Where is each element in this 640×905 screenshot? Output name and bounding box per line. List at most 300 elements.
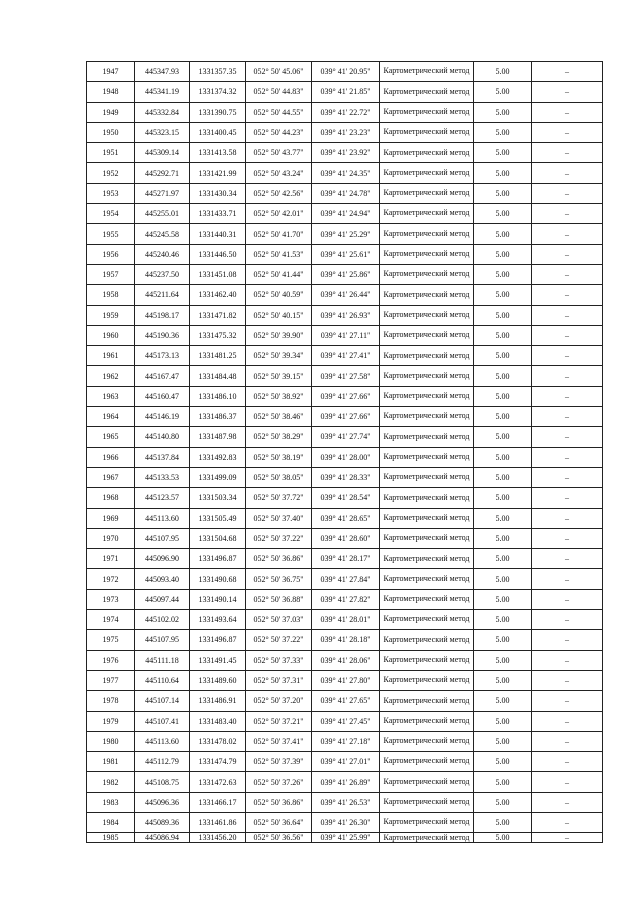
accuracy-cell: 5.00: [474, 122, 532, 142]
method-cell: Картометрический метод: [380, 264, 474, 284]
y-coordinate-cell: 1331487.98: [190, 427, 246, 447]
accuracy-cell: 5.00: [474, 569, 532, 589]
method-cell: Картометрический метод: [380, 305, 474, 325]
y-coordinate-cell: 1331461.86: [190, 812, 246, 832]
x-coordinate-cell: 445096.90: [135, 549, 190, 569]
table-row: [87, 325, 603, 345]
latitude-cell: 052° 50' 36.88": [246, 589, 312, 609]
table-row: [87, 549, 603, 569]
point-number-cell: 1979: [87, 711, 135, 731]
accuracy-cell: 5.00: [474, 285, 532, 305]
point-number-cell: 1956: [87, 244, 135, 264]
point-number-cell: 1982: [87, 772, 135, 792]
note-cell: –: [532, 102, 603, 122]
table-row: [87, 183, 603, 203]
accuracy-cell: 5.00: [474, 407, 532, 427]
note-cell: –: [532, 122, 603, 142]
accuracy-cell: 5.00: [474, 244, 532, 264]
point-number-cell: 1968: [87, 488, 135, 508]
point-number-cell: 1954: [87, 204, 135, 224]
point-number-cell: 1981: [87, 752, 135, 772]
note-cell: –: [532, 183, 603, 203]
latitude-cell: 052° 50' 37.39": [246, 752, 312, 772]
table-row: [87, 264, 603, 284]
point-number-cell: 1966: [87, 447, 135, 467]
x-coordinate-cell: 445190.36: [135, 325, 190, 345]
accuracy-cell: 5.00: [474, 731, 532, 751]
y-coordinate-cell: 1331503.34: [190, 488, 246, 508]
accuracy-cell: 5.00: [474, 82, 532, 102]
table-row: [87, 731, 603, 751]
point-number-cell: 1980: [87, 731, 135, 751]
longitude-cell: 039° 41' 26.89": [312, 772, 380, 792]
longitude-cell: 039° 41' 27.65": [312, 691, 380, 711]
latitude-cell: 052° 50' 37.22": [246, 528, 312, 548]
point-number-cell: 1948: [87, 82, 135, 102]
y-coordinate-cell: 1331490.68: [190, 569, 246, 589]
note-cell: –: [532, 224, 603, 244]
latitude-cell: 052° 50' 36.75": [246, 569, 312, 589]
x-coordinate-cell: 445123.57: [135, 488, 190, 508]
accuracy-cell: 5.00: [474, 163, 532, 183]
note-cell: –: [532, 711, 603, 731]
x-coordinate-cell: 445211.64: [135, 285, 190, 305]
x-coordinate-cell: 445107.95: [135, 528, 190, 548]
table-row: [87, 792, 603, 812]
longitude-cell: 039° 41' 26.93": [312, 305, 380, 325]
table-row: [87, 569, 603, 589]
point-number-cell: 1959: [87, 305, 135, 325]
note-cell: –: [532, 528, 603, 548]
note-cell: –: [532, 346, 603, 366]
note-cell: –: [532, 488, 603, 508]
longitude-cell: 039° 41' 28.65": [312, 508, 380, 528]
accuracy-cell: 5.00: [474, 467, 532, 487]
x-coordinate-cell: 445110.64: [135, 670, 190, 690]
method-cell: Картометрический метод: [380, 407, 474, 427]
x-coordinate-cell: 445102.02: [135, 610, 190, 630]
x-coordinate-cell: 445096.36: [135, 792, 190, 812]
x-coordinate-cell: 445146.19: [135, 407, 190, 427]
y-coordinate-cell: 1331433.71: [190, 204, 246, 224]
latitude-cell: 052° 50' 40.15": [246, 305, 312, 325]
x-coordinate-cell: 445112.79: [135, 752, 190, 772]
point-number-cell: 1958: [87, 285, 135, 305]
point-number-cell: 1970: [87, 528, 135, 548]
y-coordinate-cell: 1331456.20: [190, 833, 246, 843]
note-cell: –: [532, 447, 603, 467]
table-row: [87, 305, 603, 325]
table-row: [87, 102, 603, 122]
method-cell: Картометрический метод: [380, 366, 474, 386]
longitude-cell: 039° 41' 24.35": [312, 163, 380, 183]
x-coordinate-cell: 445111.18: [135, 650, 190, 670]
longitude-cell: 039° 41' 26.44": [312, 285, 380, 305]
point-number-cell: 1955: [87, 224, 135, 244]
note-cell: –: [532, 407, 603, 427]
method-cell: Картометрический метод: [380, 285, 474, 305]
method-cell: Картометрический метод: [380, 386, 474, 406]
y-coordinate-cell: 1331496.87: [190, 549, 246, 569]
accuracy-cell: 5.00: [474, 102, 532, 122]
point-number-cell: 1957: [87, 264, 135, 284]
y-coordinate-cell: 1331475.32: [190, 325, 246, 345]
x-coordinate-cell: 445113.60: [135, 508, 190, 528]
method-cell: Картометрический метод: [380, 224, 474, 244]
x-coordinate-cell: 445309.14: [135, 143, 190, 163]
table-row: [87, 650, 603, 670]
longitude-cell: 039° 41' 27.80": [312, 670, 380, 690]
note-cell: –: [532, 366, 603, 386]
note-cell: –: [532, 589, 603, 609]
point-number-cell: 1985: [87, 833, 135, 843]
note-cell: –: [532, 670, 603, 690]
accuracy-cell: 5.00: [474, 833, 532, 843]
table-row: [87, 610, 603, 630]
latitude-cell: 052° 50' 37.20": [246, 691, 312, 711]
method-cell: Картометрический метод: [380, 549, 474, 569]
y-coordinate-cell: 1331491.45: [190, 650, 246, 670]
x-coordinate-cell: 445093.40: [135, 569, 190, 589]
accuracy-cell: 5.00: [474, 366, 532, 386]
point-number-cell: 1976: [87, 650, 135, 670]
latitude-cell: 052° 50' 44.55": [246, 102, 312, 122]
method-cell: Картометрический метод: [380, 325, 474, 345]
y-coordinate-cell: 1331483.40: [190, 711, 246, 731]
latitude-cell: 052° 50' 41.70": [246, 224, 312, 244]
note-cell: –: [532, 792, 603, 812]
x-coordinate-cell: 445086.94: [135, 833, 190, 843]
accuracy-cell: 5.00: [474, 346, 532, 366]
note-cell: –: [532, 143, 603, 163]
table-row: [87, 224, 603, 244]
method-cell: Картометрический метод: [380, 711, 474, 731]
method-cell: Картометрический метод: [380, 508, 474, 528]
latitude-cell: 052° 50' 36.86": [246, 549, 312, 569]
point-number-cell: 1972: [87, 569, 135, 589]
point-number-cell: 1949: [87, 102, 135, 122]
table-row: [87, 204, 603, 224]
method-cell: Картометрический метод: [380, 82, 474, 102]
method-cell: Картометрический метод: [380, 792, 474, 812]
note-cell: –: [532, 549, 603, 569]
latitude-cell: 052° 50' 36.56": [246, 833, 312, 843]
longitude-cell: 039° 41' 27.66": [312, 386, 380, 406]
accuracy-cell: 5.00: [474, 711, 532, 731]
latitude-cell: 052° 50' 42.01": [246, 204, 312, 224]
method-cell: Картометрический метод: [380, 488, 474, 508]
accuracy-cell: 5.00: [474, 670, 532, 690]
x-coordinate-cell: 445198.17: [135, 305, 190, 325]
method-cell: Картометрический метод: [380, 610, 474, 630]
y-coordinate-cell: 1331486.37: [190, 407, 246, 427]
table-row: [87, 691, 603, 711]
accuracy-cell: 5.00: [474, 589, 532, 609]
method-cell: Картометрический метод: [380, 752, 474, 772]
note-cell: –: [532, 325, 603, 345]
note-cell: –: [532, 812, 603, 832]
longitude-cell: 039° 41' 28.60": [312, 528, 380, 548]
point-number-cell: 1969: [87, 508, 135, 528]
method-cell: Картометрический метод: [380, 650, 474, 670]
longitude-cell: 039° 41' 27.58": [312, 366, 380, 386]
accuracy-cell: 5.00: [474, 812, 532, 832]
accuracy-cell: 5.00: [474, 386, 532, 406]
longitude-cell: 039° 41' 23.23": [312, 122, 380, 142]
longitude-cell: 039° 41' 27.66": [312, 407, 380, 427]
method-cell: Картометрический метод: [380, 183, 474, 203]
method-cell: Картометрический метод: [380, 122, 474, 142]
y-coordinate-cell: 1331478.02: [190, 731, 246, 751]
y-coordinate-cell: 1331474.79: [190, 752, 246, 772]
longitude-cell: 039° 41' 25.61": [312, 244, 380, 264]
table-row: [87, 447, 603, 467]
longitude-cell: 039° 41' 25.29": [312, 224, 380, 244]
table-row: [87, 467, 603, 487]
accuracy-cell: 5.00: [474, 305, 532, 325]
y-coordinate-cell: 1331486.10: [190, 386, 246, 406]
x-coordinate-cell: 445107.14: [135, 691, 190, 711]
y-coordinate-cell: 1331504.68: [190, 528, 246, 548]
note-cell: –: [532, 630, 603, 650]
latitude-cell: 052° 50' 37.03": [246, 610, 312, 630]
longitude-cell: 039° 41' 27.74": [312, 427, 380, 447]
point-number-cell: 1950: [87, 122, 135, 142]
x-coordinate-cell: 445323.15: [135, 122, 190, 142]
y-coordinate-cell: 1331505.49: [190, 508, 246, 528]
note-cell: –: [532, 508, 603, 528]
longitude-cell: 039° 41' 26.30": [312, 812, 380, 832]
table-row: [87, 752, 603, 772]
method-cell: Картометрический метод: [380, 467, 474, 487]
table-row: [87, 62, 603, 82]
y-coordinate-cell: 1331499.09: [190, 467, 246, 487]
point-number-cell: 1965: [87, 427, 135, 447]
accuracy-cell: 5.00: [474, 549, 532, 569]
y-coordinate-cell: 1331481.25: [190, 346, 246, 366]
point-number-cell: 1984: [87, 812, 135, 832]
note-cell: –: [532, 650, 603, 670]
accuracy-cell: 5.00: [474, 508, 532, 528]
table-row: [87, 427, 603, 447]
y-coordinate-cell: 1331430.34: [190, 183, 246, 203]
table-row: [87, 630, 603, 650]
x-coordinate-cell: 445108.75: [135, 772, 190, 792]
method-cell: Картометрический метод: [380, 630, 474, 650]
method-cell: Картометрический метод: [380, 691, 474, 711]
x-coordinate-cell: 445089.36: [135, 812, 190, 832]
x-coordinate-cell: 445167.47: [135, 366, 190, 386]
note-cell: –: [532, 62, 603, 82]
table-row: [87, 589, 603, 609]
table-row: [87, 82, 603, 102]
latitude-cell: 052° 50' 39.15": [246, 366, 312, 386]
x-coordinate-cell: 445107.41: [135, 711, 190, 731]
accuracy-cell: 5.00: [474, 183, 532, 203]
table-row: [87, 508, 603, 528]
point-number-cell: 1951: [87, 143, 135, 163]
y-coordinate-cell: 1331413.58: [190, 143, 246, 163]
note-cell: –: [532, 772, 603, 792]
point-number-cell: 1960: [87, 325, 135, 345]
latitude-cell: 052° 50' 39.90": [246, 325, 312, 345]
latitude-cell: 052° 50' 37.72": [246, 488, 312, 508]
table-row: [87, 366, 603, 386]
accuracy-cell: 5.00: [474, 792, 532, 812]
table-row: [87, 122, 603, 142]
y-coordinate-cell: 1331462.40: [190, 285, 246, 305]
table-row: [87, 143, 603, 163]
latitude-cell: 052° 50' 39.34": [246, 346, 312, 366]
y-coordinate-cell: 1331357.35: [190, 62, 246, 82]
table-row: [87, 488, 603, 508]
latitude-cell: 052° 50' 41.53": [246, 244, 312, 264]
x-coordinate-cell: 445271.97: [135, 183, 190, 203]
point-number-cell: 1953: [87, 183, 135, 203]
note-cell: –: [532, 204, 603, 224]
method-cell: Картометрический метод: [380, 143, 474, 163]
longitude-cell: 039° 41' 20.95": [312, 62, 380, 82]
latitude-cell: 052° 50' 37.33": [246, 650, 312, 670]
latitude-cell: 052° 50' 45.06": [246, 62, 312, 82]
method-cell: Картометрический метод: [380, 670, 474, 690]
note-cell: –: [532, 285, 603, 305]
table-body: [87, 62, 603, 843]
point-number-cell: 1963: [87, 386, 135, 406]
note-cell: –: [532, 691, 603, 711]
y-coordinate-cell: 1331489.60: [190, 670, 246, 690]
x-coordinate-cell: 445113.60: [135, 731, 190, 751]
method-cell: Картометрический метод: [380, 62, 474, 82]
x-coordinate-cell: 445255.01: [135, 204, 190, 224]
accuracy-cell: 5.00: [474, 224, 532, 244]
note-cell: –: [532, 731, 603, 751]
x-coordinate-cell: 445140.80: [135, 427, 190, 447]
y-coordinate-cell: 1331472.63: [190, 772, 246, 792]
accuracy-cell: 5.00: [474, 752, 532, 772]
longitude-cell: 039° 41' 24.78": [312, 183, 380, 203]
note-cell: –: [532, 386, 603, 406]
accuracy-cell: 5.00: [474, 447, 532, 467]
accuracy-cell: 5.00: [474, 630, 532, 650]
table-row: [87, 528, 603, 548]
point-number-cell: 1964: [87, 407, 135, 427]
table-row: [87, 670, 603, 690]
method-cell: Картометрический метод: [380, 833, 474, 843]
table-row: [87, 772, 603, 792]
accuracy-cell: 5.00: [474, 143, 532, 163]
note-cell: –: [532, 264, 603, 284]
accuracy-cell: 5.00: [474, 427, 532, 447]
longitude-cell: 039° 41' 27.82": [312, 589, 380, 609]
longitude-cell: 039° 41' 27.41": [312, 346, 380, 366]
longitude-cell: 039° 41' 25.99": [312, 833, 380, 843]
y-coordinate-cell: 1331421.99: [190, 163, 246, 183]
point-number-cell: 1973: [87, 589, 135, 609]
x-coordinate-cell: 445173.13: [135, 346, 190, 366]
longitude-cell: 039° 41' 27.01": [312, 752, 380, 772]
x-coordinate-cell: 445133.53: [135, 467, 190, 487]
x-coordinate-cell: 445097.44: [135, 589, 190, 609]
longitude-cell: 039° 41' 21.85": [312, 82, 380, 102]
latitude-cell: 052° 50' 36.64": [246, 812, 312, 832]
note-cell: –: [532, 752, 603, 772]
accuracy-cell: 5.00: [474, 325, 532, 345]
table-row: [87, 711, 603, 731]
method-cell: Картометрический метод: [380, 427, 474, 447]
longitude-cell: 039° 41' 28.06": [312, 650, 380, 670]
y-coordinate-cell: 1331440.31: [190, 224, 246, 244]
latitude-cell: 052° 50' 38.46": [246, 407, 312, 427]
x-coordinate-cell: 445160.47: [135, 386, 190, 406]
method-cell: Картометрический метод: [380, 244, 474, 264]
x-coordinate-cell: 445332.84: [135, 102, 190, 122]
method-cell: Картометрический метод: [380, 569, 474, 589]
y-coordinate-cell: 1331492.83: [190, 447, 246, 467]
table-row: [87, 244, 603, 264]
y-coordinate-cell: 1331446.50: [190, 244, 246, 264]
note-cell: –: [532, 163, 603, 183]
table-row: [87, 833, 603, 843]
y-coordinate-cell: 1331451.08: [190, 264, 246, 284]
note-cell: –: [532, 833, 603, 843]
latitude-cell: 052° 50' 37.21": [246, 711, 312, 731]
accuracy-cell: 5.00: [474, 650, 532, 670]
longitude-cell: 039° 41' 28.18": [312, 630, 380, 650]
note-cell: –: [532, 305, 603, 325]
point-number-cell: 1947: [87, 62, 135, 82]
longitude-cell: 039° 41' 28.01": [312, 610, 380, 630]
note-cell: –: [532, 427, 603, 447]
y-coordinate-cell: 1331484.48: [190, 366, 246, 386]
y-coordinate-cell: 1331400.45: [190, 122, 246, 142]
y-coordinate-cell: 1331374.32: [190, 82, 246, 102]
x-coordinate-cell: 445341.19: [135, 82, 190, 102]
latitude-cell: 052° 50' 37.26": [246, 772, 312, 792]
y-coordinate-cell: 1331466.17: [190, 792, 246, 812]
x-coordinate-cell: 445237.50: [135, 264, 190, 284]
point-number-cell: 1983: [87, 792, 135, 812]
longitude-cell: 039° 41' 27.45": [312, 711, 380, 731]
longitude-cell: 039° 41' 22.72": [312, 102, 380, 122]
accuracy-cell: 5.00: [474, 488, 532, 508]
x-coordinate-cell: 445292.71: [135, 163, 190, 183]
table-row: [87, 407, 603, 427]
method-cell: Картометрический метод: [380, 204, 474, 224]
table-row: [87, 386, 603, 406]
method-cell: Картометрический метод: [380, 102, 474, 122]
latitude-cell: 052° 50' 38.19": [246, 447, 312, 467]
point-number-cell: 1977: [87, 670, 135, 690]
latitude-cell: 052° 50' 37.41": [246, 731, 312, 751]
accuracy-cell: 5.00: [474, 204, 532, 224]
point-number-cell: 1975: [87, 630, 135, 650]
latitude-cell: 052° 50' 44.23": [246, 122, 312, 142]
note-cell: –: [532, 82, 603, 102]
accuracy-cell: 5.00: [474, 62, 532, 82]
latitude-cell: 052° 50' 42.56": [246, 183, 312, 203]
y-coordinate-cell: 1331493.64: [190, 610, 246, 630]
latitude-cell: 052° 50' 37.22": [246, 630, 312, 650]
x-coordinate-cell: 445107.95: [135, 630, 190, 650]
longitude-cell: 039° 41' 27.18": [312, 731, 380, 751]
accuracy-cell: 5.00: [474, 772, 532, 792]
longitude-cell: 039° 41' 28.00": [312, 447, 380, 467]
latitude-cell: 052° 50' 37.31": [246, 670, 312, 690]
accuracy-cell: 5.00: [474, 264, 532, 284]
latitude-cell: 052° 50' 38.29": [246, 427, 312, 447]
table-row: [87, 285, 603, 305]
